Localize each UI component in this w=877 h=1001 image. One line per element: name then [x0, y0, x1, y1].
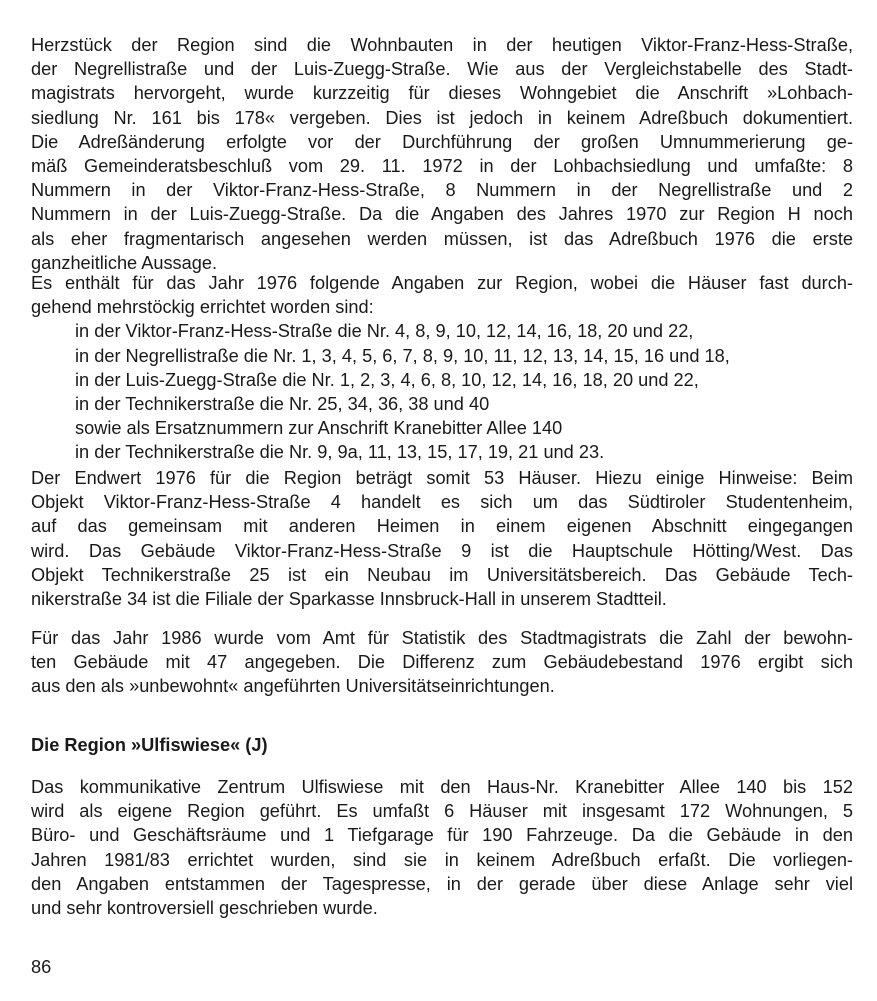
text-line: aus den als »unbewohnt« angeführten Universitätseinrichtungen. [31, 676, 555, 697]
text-line: siedlung Nr. 161 bis 178« vergeben. Dies ist jedoch in keinem Adreßbuch dokumentiert. [31, 107, 853, 128]
text-line: gehend mehrstöckig errichtet worden sind: [31, 297, 374, 318]
text-line: Herzstück der Region sind die Wohnbauten in der heutigen Viktor-Franz-Hess-Straße, [31, 35, 853, 55]
text-line: Nummern in der Viktor-Franz-Hess-Straße, 8 Nummern in der Negrellistraße und 2 [31, 180, 853, 201]
text-line: mäß Gemeinderatsbeschluß vom 29. 11. 1972 in der Lohbachsiedlung und umfaßte: 8 [31, 156, 853, 177]
paragraph-ulfiswiese [31, 775, 853, 920]
text-line: magistrats hervorgeht, wurde kurzzeitig für dieses Wohngebiet die Anschrift »Lohbach- [31, 83, 853, 104]
text-line: Büro- und Geschäftsräume und 1 Tiefgarage für 190 Fahrzeuge. Da die Gebäude in den [31, 825, 853, 846]
text-line: ganzheitliche Aussage. [31, 252, 218, 273]
section-heading: Die Region »Ulfiswiese« (J) [31, 735, 268, 755]
text-line: ten Gebäude mit 47 angegeben. Die Differenz zum Gebäudebestand 1976 ergibt sich [31, 652, 853, 673]
text-line: Der Endwert 1976 für die Region beträgt somit 53 Häuser. Hiezu einige Hinweise: Beim [31, 468, 853, 488]
text-line: Nummern in der Luis-Zuegg-Straße. Da die Angaben des Jahres 1970 zur Region H noch [31, 204, 853, 225]
address-list-item: in der Technikerstraße die Nr. 25, 34, 36, 38 und 40 [75, 394, 490, 415]
text-line: Jahren 1981/83 errichtet wurden, sind sie in keinem Adreßbuch erfaßt. Die vorliegen- [31, 849, 853, 870]
text-line: Es enthält für das Jahr 1976 folgende Angaben zur Region, wobei die Häuser fast durch- [31, 273, 853, 293]
text-line: den Angaben entstammen der Tagespresse, in der gerade über diese Anlage sehr viel [31, 873, 853, 894]
text-line: Objekt Viktor-Franz-Hess-Straße 4 handelt es sich um das Südtiroler Studentenheim, [31, 492, 853, 513]
text-line: wird als eigene Region geführt. Es umfaßt 6 Häuser mit insgesamt 172 Wohnungen, 5 [31, 801, 853, 822]
address-list-item: in der Viktor-Franz-Hess-Straße die Nr. 4, 8, 9, 10, 12, 14, 16, 18, 20 und 22, [75, 321, 694, 342]
text-line: und sehr kontroversiell geschrieben wurde. [31, 898, 378, 919]
text-line: Objekt Technikerstraße 25 ist ein Neubau im Universitätsbereich. Das Gebäude Tech- [31, 564, 853, 585]
text-line: der Negrellistraße und der Luis-Zuegg-Straße. Wie aus der Vergleichstabelle des Stadt- [31, 59, 853, 80]
text-line: nikerstraße 34 ist die Filiale der Sparkasse Innsbruck-Hall in unserem Stadtteil. [31, 589, 667, 610]
paragraph-endwert-1976 [31, 466, 853, 611]
text-line: wird. Das Gebäude Viktor-Franz-Hess-Straße 9 ist die Hauptschule Hötting/West. Das [31, 540, 853, 561]
text-line: als eher fragmentarisch angesehen werden müssen, ist das Adreßbuch 1976 die erste [31, 228, 853, 249]
address-list-item: in der Negrellistraße die Nr. 1, 3, 4, 5, 6, 7, 8, 9, 10, 11, 12, 13, 14, 15, 16 und 18, [75, 345, 730, 366]
text-line: auf das gemeinsam mit anderen Heimen in einem eigenen Abschnitt eingegangen [31, 516, 853, 537]
page-number: 86 [31, 957, 52, 977]
address-list-item: sowie als Ersatznummern zur Anschrift Kranebitter Allee 140 [75, 418, 563, 439]
paragraph-lohbachsiedlung [31, 33, 853, 275]
address-list-item: in der Technikerstraße die Nr. 9, 9a, 11, 13, 15, 17, 19, 21 und 23. [75, 442, 605, 463]
text-line: Das kommunikative Zentrum Ulfiswiese mit den Haus-Nr. Kranebitter Allee 140 bis 152 [31, 777, 853, 797]
paragraph-statistik-1986 [31, 626, 853, 699]
text-line: Für das Jahr 1986 wurde vom Amt für Statistik des Stadtmagistrats die Zahl der bewohn- [31, 628, 853, 648]
address-list-item: in der Luis-Zuegg-Straße die Nr. 1, 2, 3, 4, 6, 8, 10, 12, 14, 16, 18, 20 und 22, [75, 369, 699, 390]
paragraph-angaben-1976 [31, 271, 853, 465]
text-line: Die Adreßänderung erfolgte vor der Durchführung der großen Umnummerierung ge- [31, 131, 853, 152]
